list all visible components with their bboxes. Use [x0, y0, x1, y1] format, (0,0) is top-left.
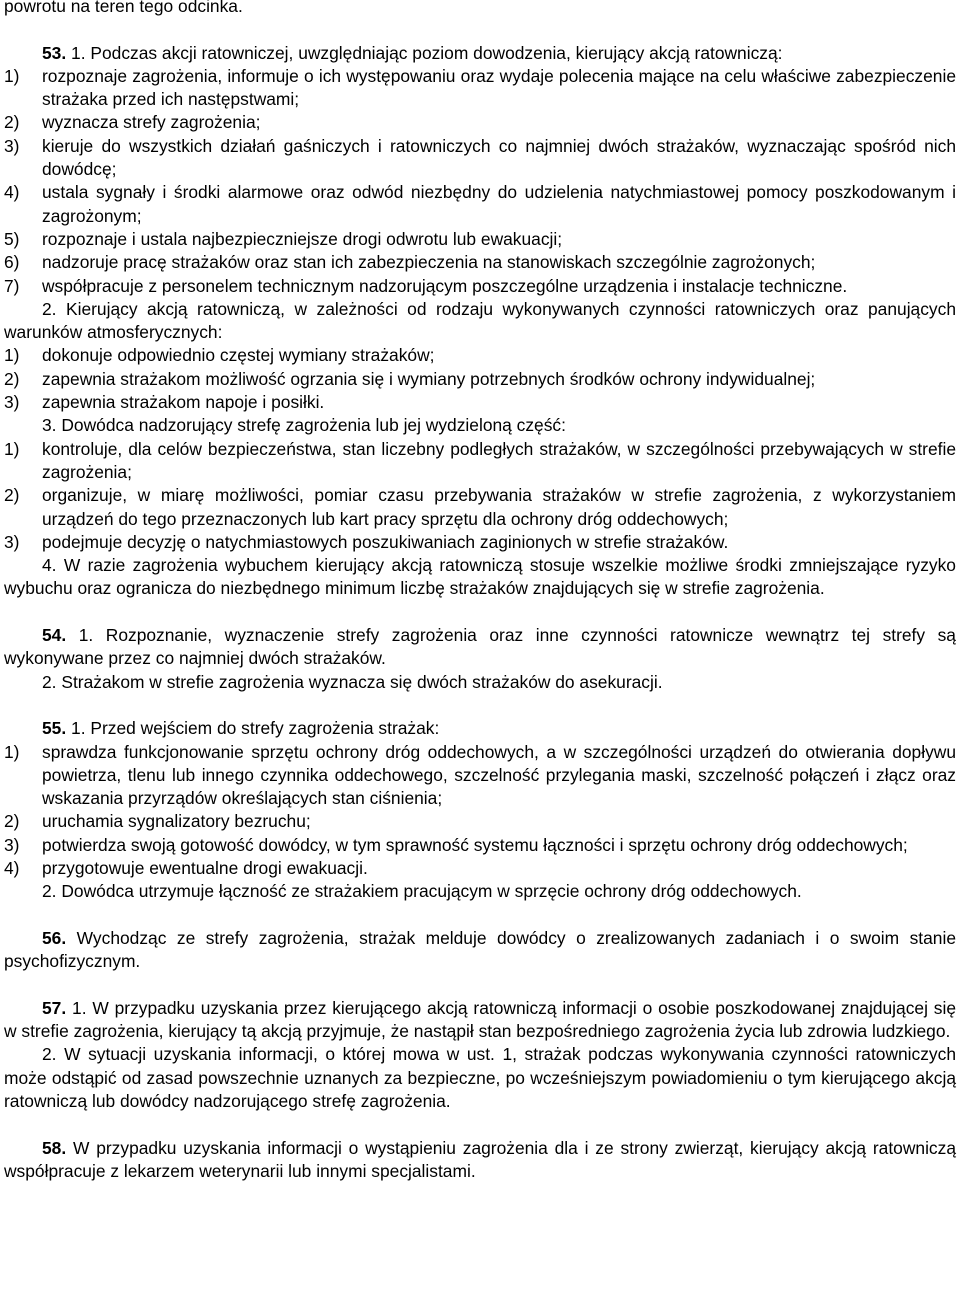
list-item	[4, 531, 956, 554]
item-text: organizuje, w miarę możliwości, pomiar czasu przebywania strażaków w strefie zagrożenia, z wykorzystaniem urządzeń do tego przeznaczonych lub kart pracy sprzętu dla ochrony dróg oddechowych;	[42, 485, 956, 529]
section-53-par-4	[4, 554, 956, 601]
section-number: 53.	[42, 42, 67, 63]
item-number: 2)	[4, 112, 20, 133]
item-number: 2)	[4, 811, 20, 832]
item-text: rozpoznaje i ustala najbezpieczniejsze drogi odwrotu lub ewakuacji;	[42, 228, 563, 249]
section-57-par-1	[4, 997, 956, 1044]
list-item	[4, 344, 956, 367]
item-number: 3)	[4, 531, 20, 552]
paragraph-text: W przypadku uzyskania przez kierującego akcją ratowniczą informacji o osobie poszkodowanej znajdującej się w strefie zagrożenia, kierujący tą akcją przyjmuje, że nastąpił stan bezpośredniego zagrożenia życia lub zdrowia ludzkiego.	[4, 997, 956, 1042]
paragraph-text: Podczas akcji ratowniczej, uwzględniając poziom dowodzenia, kierujący akcją ratowniczą:	[90, 42, 783, 63]
list-item	[4, 251, 956, 274]
list-item	[4, 65, 956, 112]
item-text: rozpoznaje zagrożenia, informuje o ich występowaniu oraz wydaje polecenia mające na celu właściwe zabezpieczenie strażaka przed ich następstwami;	[42, 65, 956, 110]
paragraph-text: Dowódca nadzorujący strefę zagrożenia lub jej wydzieloną część:	[61, 415, 566, 436]
item-text: podejmuje decyzję o natychmiastowych poszukiwaniach zaginionych w strefie strażaków.	[42, 531, 729, 552]
item-text: nadzoruje pracę strażaków oraz stan ich zabezpieczenia na stanowiskach szczególnie zagrożonych;	[42, 252, 816, 273]
list-item	[4, 181, 956, 228]
list-item	[4, 857, 956, 880]
paragraph-number: 1.	[78, 625, 94, 646]
section-54-par-1	[4, 624, 956, 671]
paragraph-text: Dowódca utrzymuje łączność ze strażakiem pracującym w sprzęcie ochrony dróg oddechowych.	[61, 881, 802, 902]
section-number: 58.	[42, 1137, 67, 1158]
paragraph-text: Wychodząc ze strefy zagrożenia, strażak melduje dowódcy o zrealizowanych zadaniach i o swoim stanie psychofizycznym.	[4, 927, 956, 972]
item-number: 1)	[4, 438, 20, 459]
paragraph-number: 4.	[42, 555, 57, 576]
paragraph-number: 1.	[71, 718, 86, 739]
item-number: 1)	[4, 345, 20, 366]
item-number: 2)	[4, 368, 20, 389]
paragraph-text: Strażakom w strefie zagrożenia wyznacza się dwóch strażaków do asekuracji.	[61, 671, 663, 692]
item-number: 3)	[4, 834, 20, 855]
item-number: 6)	[4, 252, 20, 273]
section-53-par-3	[4, 414, 956, 437]
document-body	[4, 0, 956, 1183]
item-text: dokonuje odpowiednio częstej wymiany strażaków;	[42, 345, 435, 366]
list-item	[4, 741, 956, 811]
item-number: 1)	[4, 65, 20, 86]
item-text: wyznacza strefy zagrożenia;	[42, 112, 261, 133]
item-number: 3)	[4, 392, 20, 413]
item-text: kieruje do wszystkich działań gaśniczych i ratowniczych co najmniej dwóch strażaków, wyznaczając spośród nich dowódcę;	[42, 135, 956, 180]
section-number: 57.	[42, 997, 67, 1018]
section-53-par-1	[4, 42, 956, 65]
item-number: 1)	[4, 741, 20, 762]
paragraph-number: 2.	[42, 1044, 57, 1065]
paragraph-text: Kierujący akcją ratowniczą, w zależności od rodzaju wykonywanych czynności ratowniczych oraz panujących warunków atmosferycznych:	[4, 298, 956, 343]
paragraph-text: W sytuacji uzyskania informacji, o której mowa w ust. 1, strażak podczas wykonywania czynności ratowniczych może odstąpić od zasad powszechnie uznanych za bezpieczne, po wcześniejszym powiadomieniu o tym kierującego akcją ratowniczą lub dowódcy nadzorującego strefę zagrożenia.	[4, 1044, 956, 1111]
list-item	[4, 438, 956, 485]
list-item	[4, 135, 956, 182]
section-57-par-2	[4, 1043, 956, 1113]
list-item	[4, 228, 956, 251]
list-item	[4, 391, 956, 414]
section-55-par-1	[4, 717, 956, 740]
paragraph-number: 3.	[42, 415, 57, 436]
list-item	[4, 834, 956, 857]
item-text: przygotowuje ewentualne drogi ewakuacji.	[42, 857, 368, 878]
item-text: kontroluje, dla celów bezpieczeństwa, stan liczebny podległych strażaków, w szczególności przebywających w strefie zagrożenia;	[42, 438, 956, 482]
item-text: potwierdza swoją gotowość dowódcy, w tym sprawność systemu łączności i sprzętu ochrony dróg oddechowych;	[42, 834, 908, 855]
item-text: współpracuje z personelem technicznym nadzorującym poszczególne urządzenia i instalacje techniczne.	[42, 275, 848, 296]
item-number: 2)	[4, 485, 20, 506]
paragraph-text: W razie zagrożenia wybuchem kierujący akcją ratowniczą stosuje wszelkie możliwe środki zmniejszające ryzyko wybuchu oraz ogranicza do niezbędnego minimum liczbę strażaków znajdujących się w strefie zagrożenia.	[4, 555, 956, 599]
item-number: 3)	[4, 135, 20, 156]
section-number: 54.	[42, 625, 67, 646]
item-number: 4)	[4, 857, 20, 878]
item-text: sprawdza funkcjonowanie sprzętu ochrony dróg oddechowych, a w szczególności urządzeń do otwierania dopływu powietrza, tlenu lub innego czynnika oddechowego, szczelność przylegania maski, szczelność połączeń i złącz oraz wskazania przyrządów określających stan ciśnienia;	[42, 741, 956, 809]
paragraph-number: 1.	[71, 42, 86, 63]
item-text: zapewnia strażakom możliwość ogrzania się i wymiany potrzebnych środków ochrony indywidualnej;	[42, 368, 816, 389]
item-text: ustala sygnały i środki alarmowe oraz odwód niezbędny do udzielenia natychmiastowej pomocy poszkodowanym i zagrożonym;	[42, 182, 956, 226]
item-number: 7)	[4, 275, 20, 296]
list-item	[4, 810, 956, 833]
section-number: 56.	[42, 927, 67, 948]
section-56	[4, 927, 956, 974]
section-55-par-2	[4, 880, 956, 903]
paragraph-text: Rozpoznanie, wyznaczenie strefy zagrożenia oraz inne czynności ratownicze wewnątrz tej strefy są wykonywane przez co najmniej dwóch strażaków.	[4, 625, 956, 669]
paragraph-number: 1.	[72, 997, 87, 1018]
list-item	[4, 484, 956, 531]
item-text: uruchamia sygnalizatory bezruchu;	[42, 811, 311, 832]
item-number: 4)	[4, 182, 20, 203]
section-54-par-2	[4, 671, 956, 694]
item-number: 5)	[4, 228, 20, 249]
section-number: 55.	[42, 718, 67, 739]
paragraph-text: Przed wejściem do strefy zagrożenia strażak:	[90, 718, 440, 739]
item-text: zapewnia strażakom napoje i posiłki.	[42, 392, 325, 413]
list-item	[4, 111, 956, 134]
paragraph-continuation: powrotu na teren tego odcinka.	[4, 0, 243, 16]
paragraph-number: 2.	[42, 881, 57, 902]
paragraph-number: 2.	[42, 671, 57, 692]
list-item	[4, 368, 956, 391]
list-item	[4, 275, 956, 298]
paragraph-text: W przypadku uzyskania informacji o wystąpieniu zagrożenia dla i ze strony zwierząt, kierujący akcją ratowniczą współpracuje z lekarzem weterynarii lub innymi specjalistami.	[4, 1137, 956, 1181]
paragraph-number: 2.	[42, 298, 57, 319]
section-58	[4, 1137, 956, 1184]
section-53-par-2	[4, 298, 956, 345]
